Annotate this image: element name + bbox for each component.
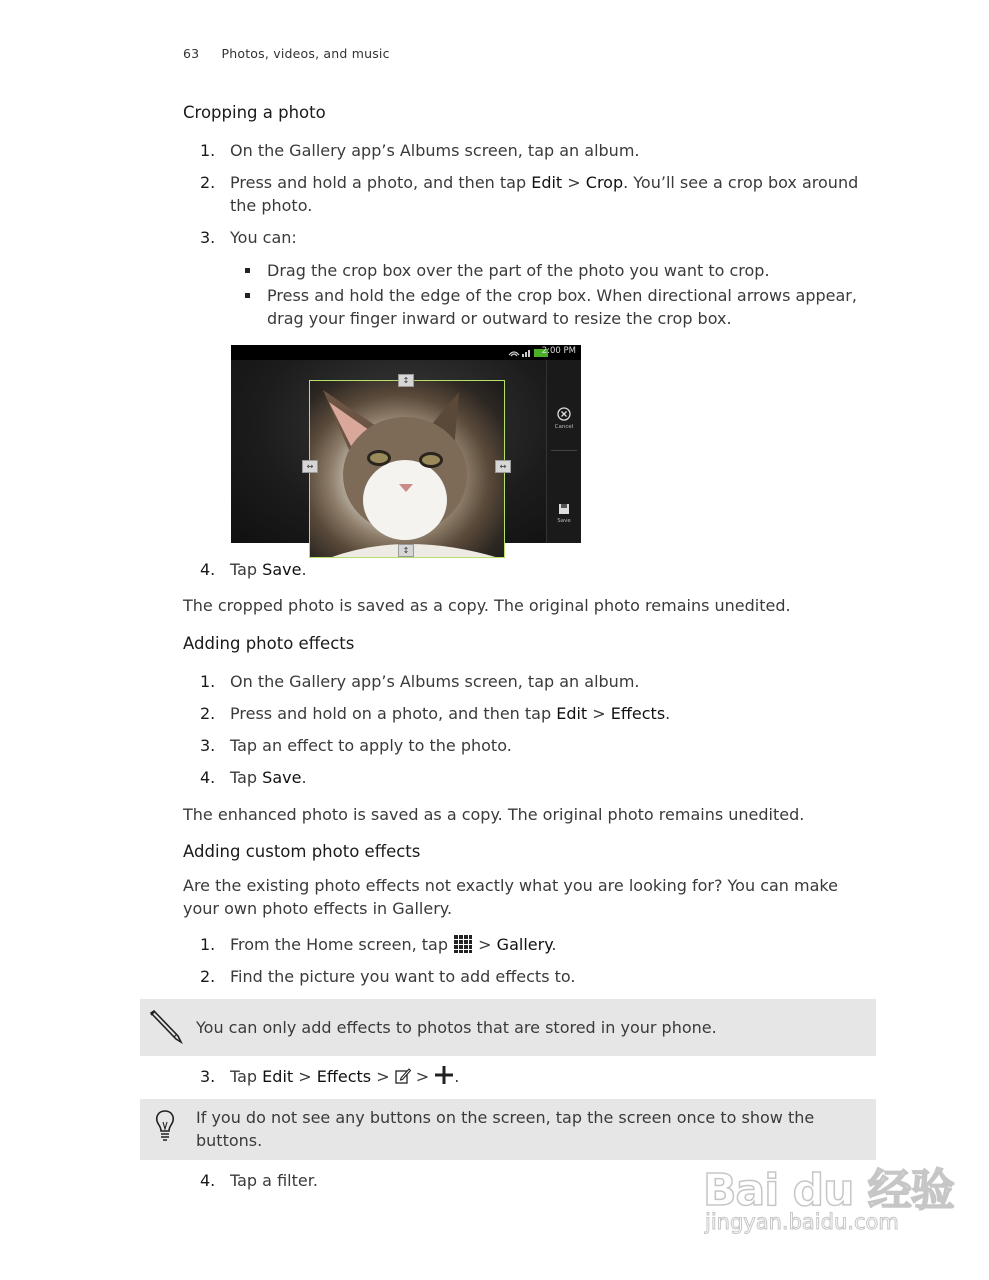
heading-cropping: Cropping a photo xyxy=(183,103,326,122)
crop-screenshot xyxy=(231,345,581,555)
crop-box[interactable] xyxy=(309,380,505,558)
action-sidebar xyxy=(546,360,581,543)
baidu-watermark: Bai du 经验 jingyan.baidu.com xyxy=(703,1165,954,1234)
bullet-marker xyxy=(245,268,250,273)
tip-text: If you do not see any buttons on the screen, tap the screen once to show the buttons. xyxy=(196,1108,815,1150)
sidebar-divider xyxy=(551,450,577,451)
heading-custom-effects: Adding custom photo effects xyxy=(183,842,421,861)
bullet-marker xyxy=(245,293,250,298)
all-apps-icon xyxy=(453,934,473,954)
edit-effect-icon xyxy=(395,1067,411,1085)
cancel-button[interactable]: Cancel xyxy=(547,406,581,430)
note-box xyxy=(140,999,876,1056)
heading-effects: Adding photo effects xyxy=(183,634,355,653)
crop-step-3: 3. You can: xyxy=(200,228,297,247)
status-time: 2:00 PM xyxy=(541,346,576,356)
crop-step-4: 4. Tap Save. xyxy=(200,560,307,579)
page-number: 63 xyxy=(183,46,200,61)
page-header xyxy=(183,46,390,61)
effects-step-1: 1. On the Gallery app’s Albums screen, tap an album. xyxy=(200,672,640,691)
photo-area[interactable] xyxy=(231,360,547,555)
crop-bullet-1: Drag the crop box over the part of the photo you want to crop. xyxy=(245,259,865,282)
crop-handle-left[interactable]: ↔ xyxy=(302,460,318,473)
save-button[interactable]: Save xyxy=(547,500,581,524)
effects-step-2: 2. Press and hold on a photo, and then tap Edit > Effects. xyxy=(200,704,671,723)
pencil-note-icon xyxy=(148,1009,184,1045)
crop-handle-top[interactable]: ↕ xyxy=(398,374,414,387)
custom-step-1: 1. From the Home screen, tap > Gallery. xyxy=(200,935,557,954)
custom-step-4: 4. Tap a filter. xyxy=(200,1171,318,1190)
lightbulb-tip-icon xyxy=(154,1109,176,1143)
note-text: You can only add effects to photos that are stored in your phone. xyxy=(196,1018,717,1037)
custom-intro: Are the existing photo effects not exactly what you are looking for? You can make your own photo effects in Gallery. xyxy=(183,876,838,918)
crop-step-1: 1. On the Gallery app’s Albums screen, tap an album. xyxy=(200,141,640,160)
crop-handle-bottom[interactable]: ↕ xyxy=(398,544,414,557)
crop-handle-right[interactable]: ↔ xyxy=(495,460,511,473)
effects-step-4: 4. Tap Save. xyxy=(200,768,307,787)
save-icon xyxy=(558,503,570,515)
cancel-icon xyxy=(557,407,571,421)
status-bar xyxy=(231,345,581,360)
crop-result: The cropped photo is saved as a copy. The original photo remains unedited. xyxy=(183,596,791,615)
crop-bullet-2: Press and hold the edge of the crop box. When directional arrows appear, drag your finger inward or outward to resize the crop box. xyxy=(245,284,865,330)
section-title: Photos, videos, and music xyxy=(221,46,390,61)
crop-step-2: 2. Press and hold a photo, and then tap Edit > Crop. You’ll see a crop box around the photo. xyxy=(200,173,859,215)
effects-step-3: 3. Tap an effect to apply to the photo. xyxy=(200,736,512,755)
add-icon xyxy=(434,1065,454,1085)
custom-step-3: 3. Tap Edit > Effects > > . xyxy=(200,1067,460,1086)
effects-result: The enhanced photo is saved as a copy. The original photo remains unedited. xyxy=(183,805,805,824)
custom-step-2: 2. Find the picture you want to add effects to. xyxy=(200,967,576,986)
